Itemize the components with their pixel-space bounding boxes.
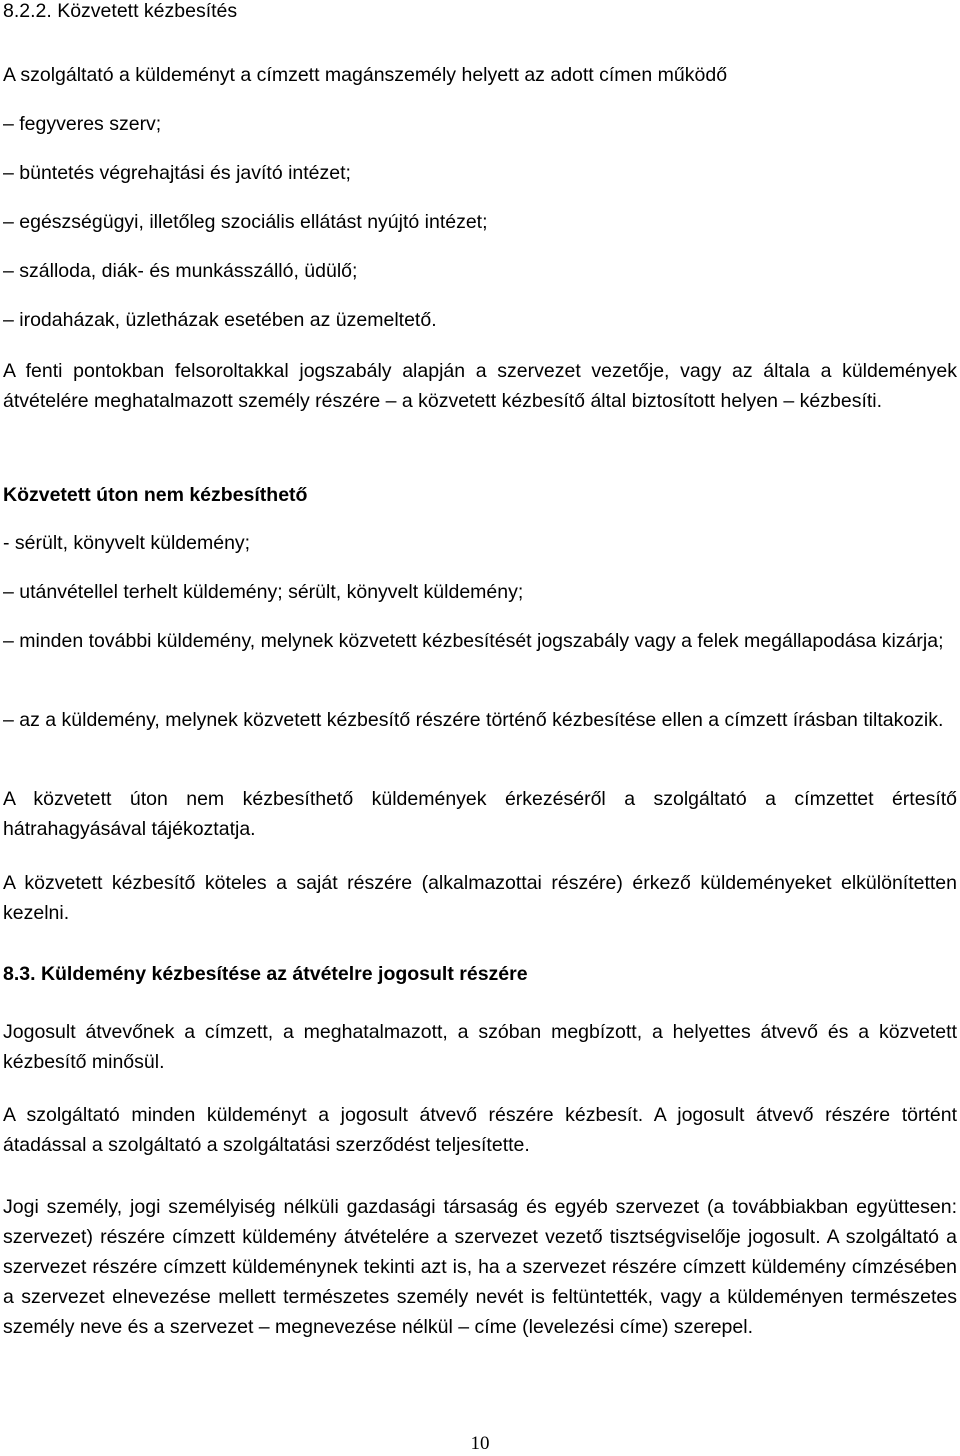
intro-text: A szolgáltató a küldeményt a címzett magánszemély helyett az adott címen működő	[3, 64, 728, 86]
list-item: – egészségügyi, illetőleg szociális ellátást nyújtó intézet;	[3, 211, 488, 233]
section-heading-83: 8.3. Küldemény kézbesítése az átvételre jogosult részére	[3, 963, 528, 985]
exclusion-item: – utánvétellel terhelt küldemény; sérült, könyvelt küldemény;	[3, 581, 524, 603]
list-item: – szálloda, diák- és munkásszálló, üdülő;	[3, 260, 358, 282]
page-number: 10	[470, 1433, 490, 1454]
exclusion-item: - sérült, könyvelt küldemény;	[3, 532, 251, 554]
not-deliverable-heading: Közvetett úton nem kézbesíthető	[3, 484, 308, 506]
delivery-fulfillment-paragraph: A szolgáltató minden küldeményt a jogosult átvevő részére kézbesít. A jogosult átvevő részére történt átadással a szolgáltató a szolgáltatási szerződést teljesítette.	[3, 1104, 957, 1156]
list-item: – büntetés végrehajtási és javító intézet;	[3, 162, 351, 184]
exclusion-item: – az a küldemény, melynek közvetett kézbesítő részére történő kézbesítése ellen a címzett írásban tiltakozik.	[3, 709, 944, 731]
legal-entity-paragraph: Jogi személy, jogi személyiség nélküli gazdasági társaság és egyéb szervezet (a továbbiakban együttesen: szervezet) részére címzett küldemény átvételére a szervezet vezető tisztségviselője jogosult. A szolgáltató a szervezet részére címzett küldeménynek tekinti azt is, ha a szervezet részére címzett küldemény címzésében a szervezet elnevezése mellett természetes személy nevét is feltüntették, vagy a küldeményen természetes személy neve és a szervezet – megnevezése nélkül – címe (levelezési címe) szerepel.	[3, 1196, 957, 1338]
delivery-paragraph: A fenti pontokban felsoroltakkal jogszabály alapján a szervezet vezetője, vagy az általa a küldemények átvételére meghatalmazott személy részére – a közvetett kézbesítő által biztosított helyen – kézbesíti.	[3, 360, 957, 412]
list-item: – irodaházak, üzletházak esetében az üzemeltető.	[3, 309, 437, 331]
notice-paragraph: A közvetett úton nem kézbesíthető küldemények érkezéséről a szolgáltató a címzettet értesítő hátrahagyásával tájékoztatja.	[3, 788, 957, 840]
section-heading-822: 8.2.2. Közvetett kézbesítés	[3, 0, 238, 22]
entitled-recipient-paragraph: Jogosult átvevőnek a címzett, a meghatalmazott, a szóban megbízott, a helyettes átvevő és a közvetett kézbesítő minősül.	[3, 1021, 957, 1073]
obligation-paragraph: A közvetett kézbesítő köteles a saját részére (alkalmazottai részére) érkező küldeményeket elkülönítetten kezelni.	[3, 872, 957, 924]
list-item: – fegyveres szerv;	[3, 113, 162, 135]
exclusion-item: – minden további küldemény, melynek közvetett kézbesítését jogszabály vagy a felek megállapodása kizárja;	[3, 630, 944, 652]
